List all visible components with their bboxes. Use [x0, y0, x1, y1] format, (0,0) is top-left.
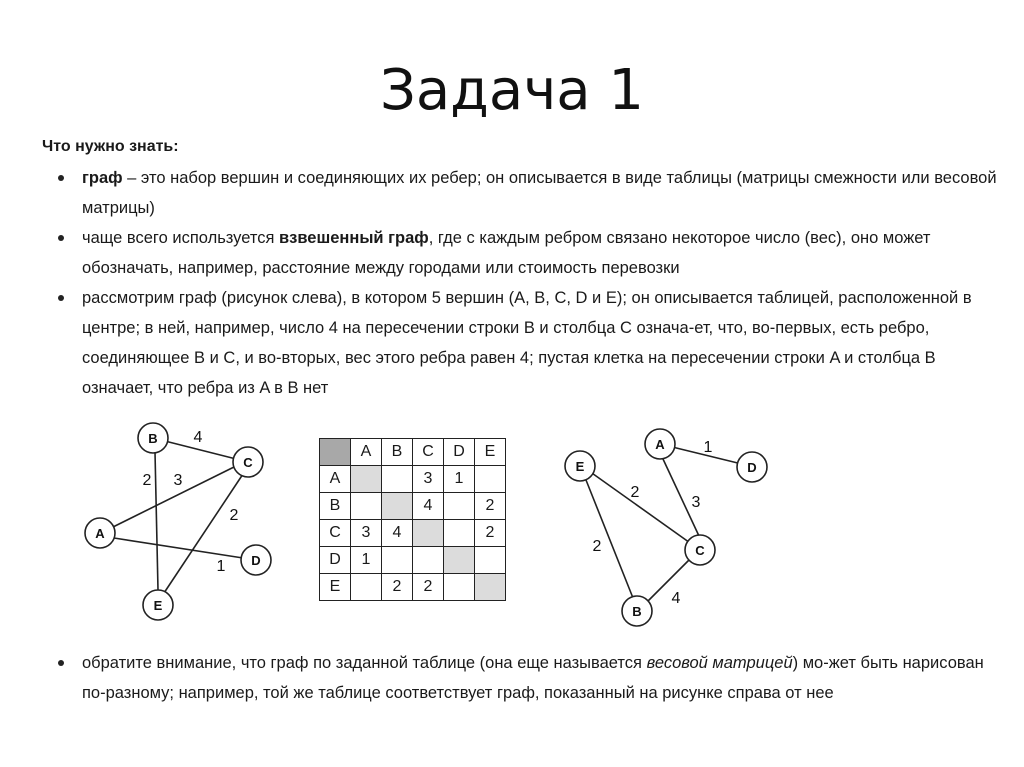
- matrix-cell: 1: [444, 466, 475, 493]
- right-graph-nodes: [565, 429, 767, 626]
- matrix-cell: 2: [475, 520, 506, 547]
- edge-weight-b-c: 4: [193, 429, 203, 446]
- matrix-col-header: D: [444, 439, 475, 466]
- node-label-d: D: [251, 553, 261, 568]
- matrix-header-row: [320, 439, 506, 466]
- node-label-d: D: [747, 460, 757, 475]
- bullet-text-pre: обратите внимание, что граф по заданной таблице (она еще называется: [82, 654, 647, 672]
- matrix-cell: [444, 547, 475, 574]
- matrix-cell: 2: [475, 493, 506, 520]
- matrix-cell: [475, 574, 506, 601]
- bullet-text: , где с каждым ребром связано некоторое число (вес), оно может обозначать, например, расстояние между городами или стоимость перевозки: [82, 229, 931, 277]
- bullet-text: – это набор вершин и соединяющих их ребер; он описывается в виде таблицы (матрицы смежности или весовой матрицы): [82, 169, 997, 217]
- node-label-e: E: [575, 459, 585, 474]
- bullet-text-pre: чаще всего используется: [82, 229, 280, 247]
- matrix-cell: [444, 493, 475, 520]
- matrix-cell: [475, 466, 506, 493]
- bullet-text: ) мо-жет быть нарисован по-разному; например, той же таблице соответствует граф, показанный на рисунке справа от нее: [82, 654, 984, 702]
- matrix-cell: 3: [413, 466, 444, 493]
- matrix-row: [320, 574, 506, 601]
- matrix-cell: [382, 466, 413, 493]
- matrix-row-header: C: [320, 520, 351, 547]
- matrix-cell: [382, 493, 413, 520]
- matrix-row-header: D: [320, 547, 351, 574]
- node-label-a: A: [95, 526, 105, 541]
- matrix-cell: 1: [351, 547, 382, 574]
- matrix-cell: 3: [351, 520, 382, 547]
- weight-matrix: [319, 438, 506, 601]
- edge-c-b: [646, 559, 690, 603]
- matrix-row: [320, 466, 506, 493]
- matrix-corner-cell: [320, 439, 351, 466]
- edge-weight-b-e: 2: [142, 472, 152, 489]
- edge-weight-a-d: 1: [703, 439, 713, 456]
- term-weight-matrix: весовой матрицей: [646, 654, 793, 672]
- edge-weight-a-d: 1: [216, 558, 226, 575]
- edge-weight-a-c: 3: [691, 494, 701, 511]
- matrix-col-header: A: [351, 439, 382, 466]
- matrix-cell: [413, 520, 444, 547]
- section-heading: Что нужно знать:: [42, 138, 179, 155]
- edge-c-e: [164, 474, 243, 593]
- left-graph-edges: [113, 438, 248, 593]
- term-weighted-graph: взвешенный граф: [279, 229, 429, 247]
- node-label-b: B: [148, 431, 158, 446]
- node-label-c: C: [695, 543, 705, 558]
- edge-weight-e-c: 2: [630, 484, 640, 501]
- page-title: Задача 1: [379, 58, 645, 123]
- matrix-cell: [413, 547, 444, 574]
- matrix-row-header: E: [320, 574, 351, 601]
- edge-b-e: [155, 452, 158, 590]
- edge-weight-c-b: 4: [671, 590, 681, 607]
- matrix-col-header: E: [475, 439, 506, 466]
- matrix-row-header: B: [320, 493, 351, 520]
- matrix-col-header: B: [382, 439, 413, 466]
- node-label-c: C: [243, 455, 253, 470]
- edge-a-d: [114, 538, 243, 558]
- matrix-cell: 2: [382, 574, 413, 601]
- bullet-list-bottom: [50, 648, 1000, 708]
- matrix-col-header: C: [413, 439, 444, 466]
- node-label-a: A: [655, 437, 665, 452]
- matrix-cell: [351, 466, 382, 493]
- matrix-cell: 4: [413, 493, 444, 520]
- node-label-b: B: [632, 604, 642, 619]
- matrix-cell: [351, 493, 382, 520]
- bullet-text: рассмотрим граф (рисунок слева), в котором 5 вершин (A, B, C, D и E); он описывается таблицей, расположенной в центре; в ней, например, число 4 на пересечении строки B и столбца C означа-ет, что, во-первых, есть ребро, соединяющее B и C, и во-вторых, вес этого ребра равен 4; пустая клетка на пересечении строки A и столбца B означает, что ребра из A в B нет: [82, 289, 972, 397]
- matrix-row: [320, 520, 506, 547]
- node-label-e: E: [153, 598, 163, 613]
- edge-weight-e-b: 2: [592, 538, 602, 555]
- matrix-cell: [382, 547, 413, 574]
- left-graph-nodes: [85, 423, 271, 620]
- matrix-cell: [444, 574, 475, 601]
- matrix-cell: [351, 574, 382, 601]
- matrix-row-header: A: [320, 466, 351, 493]
- matrix-cell: [475, 547, 506, 574]
- matrix-cell: [444, 520, 475, 547]
- matrix-row: [320, 493, 506, 520]
- term-graph: граф: [82, 169, 123, 187]
- right-graph-edges: [582, 444, 750, 603]
- bullet-icon: [58, 660, 64, 666]
- matrix-row: [320, 547, 506, 574]
- matrix-cell: 2: [413, 574, 444, 601]
- edge-weight-c-e: 2: [229, 507, 239, 524]
- bullet-weight-matrix-note: [50, 648, 1000, 708]
- edge-weight-a-c: 3: [173, 472, 183, 489]
- matrix-cell: 4: [382, 520, 413, 547]
